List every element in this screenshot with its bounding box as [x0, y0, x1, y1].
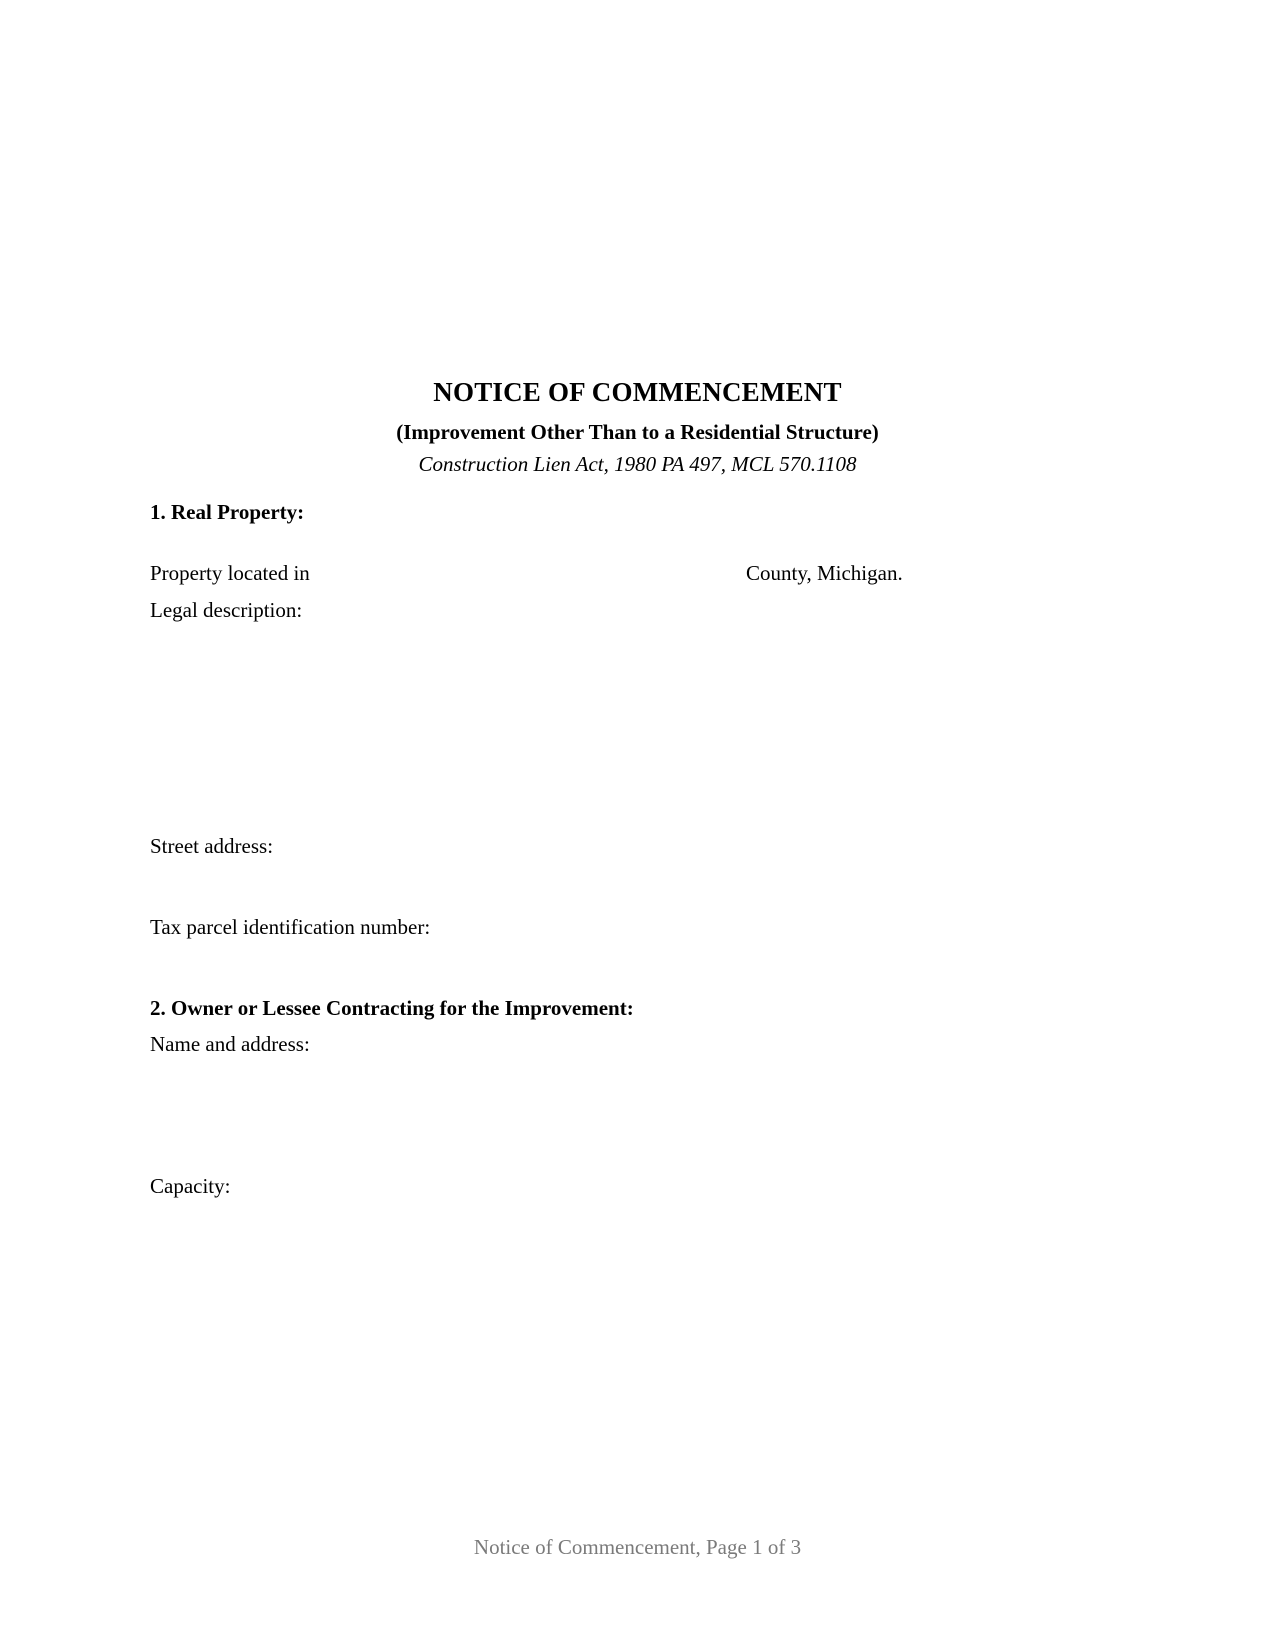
statute-citation: Construction Lien Act, 1980 PA 497, MCL 570.1108	[418, 452, 857, 476]
section-heading-owner-lessee: 2. Owner or Lessee Contracting for the Improvement:	[150, 996, 634, 1020]
page-footer: Notice of Commencement, Page 1 of 3	[473, 1535, 802, 1559]
document-title: NOTICE OF COMMENCEMENT	[433, 377, 842, 407]
property-located-label: Property located in	[150, 561, 310, 585]
section-heading-real-property: 1. Real Property:	[150, 500, 305, 524]
county-suffix-label: County, Michigan.	[746, 561, 903, 585]
name-address-label: Name and address:	[150, 1032, 310, 1056]
legal-description-label: Legal description:	[150, 598, 303, 622]
tax-parcel-label: Tax parcel identification number:	[150, 915, 431, 939]
document-subtitle: (Improvement Other Than to a Residential Structure)	[396, 420, 879, 444]
capacity-label: Capacity:	[150, 1174, 231, 1198]
street-address-label: Street address:	[150, 834, 274, 858]
